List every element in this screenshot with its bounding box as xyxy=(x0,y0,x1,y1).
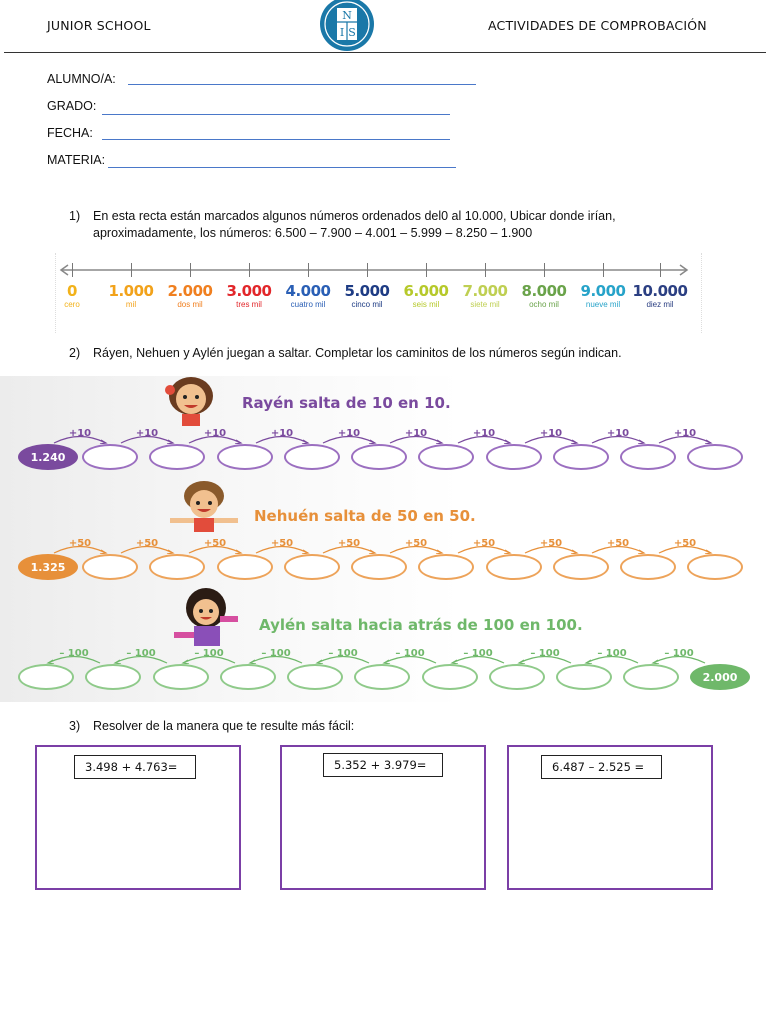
jump-answer-oval[interactable] xyxy=(687,444,743,470)
jump-arc xyxy=(454,542,514,554)
jump-step-label: +10 xyxy=(673,428,697,439)
jump-answer-oval[interactable] xyxy=(687,554,743,580)
jump-answer-oval[interactable] xyxy=(489,664,545,690)
number-line-word: siete mil xyxy=(470,300,500,309)
jump-answer-oval[interactable] xyxy=(82,444,138,470)
number-line-word: seis mil xyxy=(412,300,440,309)
jump-arc xyxy=(185,542,245,554)
jump-answer-oval[interactable] xyxy=(284,554,340,580)
exercise-expression-1: 3.498 + 4.763= xyxy=(74,755,196,779)
jump-arc xyxy=(111,652,171,664)
jump-step-label: +10 xyxy=(68,428,92,439)
jump-arc xyxy=(386,432,446,444)
jump-step-label: +50 xyxy=(539,538,563,549)
fecha-input-line[interactable] xyxy=(102,139,450,140)
jump-step-label: +50 xyxy=(337,538,361,549)
school-name: JUNIOR SCHOOL xyxy=(47,18,151,33)
field-label-materia: MATERIA: xyxy=(47,153,106,167)
jump-arc xyxy=(521,432,581,444)
jump-arc xyxy=(655,542,715,554)
jump-row-title: Nehuén salta de 50 en 50. xyxy=(254,507,476,525)
jump-step-label: +50 xyxy=(270,538,294,549)
jump-step-label: – 100 xyxy=(597,648,627,659)
jump-answer-oval[interactable] xyxy=(556,664,612,690)
number-line-word: diez mil xyxy=(646,300,674,309)
jump-step-label: +10 xyxy=(203,428,227,439)
number-line-tick xyxy=(190,263,191,277)
rayen-character-illustration xyxy=(158,376,224,431)
jump-step-label: +50 xyxy=(606,538,630,549)
jump-arc xyxy=(655,432,715,444)
jump-row-start-number: 2.000 xyxy=(690,664,750,690)
jump-row-start-number: 1.240 xyxy=(18,444,78,470)
jump-answer-oval[interactable] xyxy=(82,554,138,580)
number-line-tick xyxy=(249,263,250,277)
jump-arc xyxy=(588,432,648,444)
aylen-character-illustration xyxy=(166,586,250,655)
jump-arc xyxy=(448,652,508,664)
number-line-value: 3.000 xyxy=(226,282,272,300)
field-label-fecha: FECHA: xyxy=(47,126,93,140)
jump-step-label: – 100 xyxy=(126,648,156,659)
school-logo xyxy=(318,0,376,52)
activity-title: ACTIVIDADES DE COMPROBACIÓN xyxy=(488,18,707,33)
jump-answer-oval[interactable] xyxy=(422,664,478,690)
number-line-tick xyxy=(660,263,661,277)
logo-letter-s: S xyxy=(348,26,356,39)
jump-arc xyxy=(380,652,440,664)
jump-answer-oval[interactable] xyxy=(149,444,205,470)
jump-answer-oval[interactable] xyxy=(623,664,679,690)
jump-arc xyxy=(319,432,379,444)
jump-answer-oval[interactable] xyxy=(153,664,209,690)
jump-arc xyxy=(50,432,110,444)
jump-step-label: +10 xyxy=(270,428,294,439)
grado-input-line[interactable] xyxy=(102,114,450,115)
number-line-value: 8.000 xyxy=(521,282,567,300)
question-3-number: 3) xyxy=(69,719,81,733)
question-1-line-1: En esta recta están marcados algunos números ordenados del0 al 10.000, Ubicar donde irían, xyxy=(93,209,616,223)
jump-step-label: – 100 xyxy=(664,648,694,659)
number-line-tick xyxy=(485,263,486,277)
jump-arc xyxy=(313,652,373,664)
number-line-value: 6.000 xyxy=(403,282,449,300)
number-line-value: 2.000 xyxy=(167,282,213,300)
number-line-word: cinco mil xyxy=(351,300,383,309)
jump-arc xyxy=(319,542,379,554)
number-line-tick xyxy=(367,263,368,277)
number-line-axis xyxy=(58,262,690,278)
jump-answer-oval[interactable] xyxy=(620,444,676,470)
question-2-number: 2) xyxy=(69,346,81,360)
jump-answer-oval[interactable] xyxy=(217,444,273,470)
number-line-word: ocho mil xyxy=(529,300,559,309)
jump-step-label: – 100 xyxy=(328,648,358,659)
jump-answer-oval[interactable] xyxy=(85,664,141,690)
question-1-number: 1) xyxy=(69,209,81,223)
jump-arc xyxy=(515,652,575,664)
jump-answer-oval[interactable] xyxy=(486,444,542,470)
jump-step-label: +10 xyxy=(606,428,630,439)
jump-arc xyxy=(252,542,312,554)
number-line-value: 1.000 xyxy=(108,282,154,300)
question-2-text: Ráyen, Nehuen y Aylén juegan a saltar. Completar los caminitos de los números según indican. xyxy=(93,346,622,360)
number-line-word: tres mil xyxy=(236,300,262,309)
number-line-value: 4.000 xyxy=(285,282,331,300)
logo-letter-n: N xyxy=(342,9,352,22)
number-line-word: cuatro mil xyxy=(290,300,326,309)
jump-arc xyxy=(117,542,177,554)
number-line-word: dos mil xyxy=(177,300,203,309)
jump-step-label: – 100 xyxy=(261,648,291,659)
jump-arc xyxy=(117,432,177,444)
jump-row-start-number: 1.325 xyxy=(18,554,78,580)
jump-answer-oval[interactable] xyxy=(354,664,410,690)
number-line-value: 0 xyxy=(67,282,77,300)
jump-step-label: +10 xyxy=(337,428,361,439)
jump-arc xyxy=(386,542,446,554)
jump-arc xyxy=(521,542,581,554)
jump-row-title: Aylén salta hacia atrás de 100 en 100. xyxy=(259,616,583,634)
jump-step-label: +10 xyxy=(539,428,563,439)
number-line-word: nueve mil xyxy=(585,300,621,309)
number-line-value: 9.000 xyxy=(580,282,626,300)
jump-step-label: – 100 xyxy=(194,648,224,659)
jump-step-label: +50 xyxy=(472,538,496,549)
jump-arc xyxy=(44,652,104,664)
jump-arc xyxy=(588,542,648,554)
jump-answer-oval[interactable] xyxy=(486,554,542,580)
jump-step-label: – 100 xyxy=(395,648,425,659)
jump-arc xyxy=(246,652,306,664)
jump-answer-oval[interactable] xyxy=(220,664,276,690)
jump-answer-oval[interactable] xyxy=(351,444,407,470)
number-line-tick xyxy=(426,263,427,277)
header-rule xyxy=(4,52,766,53)
jump-step-label: – 100 xyxy=(59,648,89,659)
number-line-value: 10.000 xyxy=(632,282,688,300)
number-line-word: mil xyxy=(125,300,137,309)
number-line-value: 5.000 xyxy=(344,282,390,300)
field-label-alumno: ALUMNO/A: xyxy=(47,72,116,86)
jump-arc xyxy=(649,652,709,664)
alumno-input-line[interactable] xyxy=(128,84,476,85)
jump-step-label: +50 xyxy=(135,538,159,549)
jump-answer-oval[interactable] xyxy=(553,444,609,470)
jump-step-label: – 100 xyxy=(463,648,493,659)
jump-answer-oval[interactable] xyxy=(553,554,609,580)
jump-answer-oval[interactable] xyxy=(287,664,343,690)
jump-row-title: Rayén salta de 10 en 10. xyxy=(242,394,451,412)
jump-step-label: – 100 xyxy=(530,648,560,659)
jump-arc xyxy=(454,432,514,444)
question-3 xyxy=(69,718,709,736)
nehuen-character-illustration xyxy=(166,478,242,539)
number-line-value: 7.000 xyxy=(462,282,508,300)
question-2 xyxy=(69,345,709,363)
exercise-expression-3: 6.487 – 2.525 = xyxy=(541,755,662,779)
jump-step-label: +50 xyxy=(203,538,227,549)
jump-step-label: +10 xyxy=(135,428,159,439)
question-3-text: Resolver de la manera que te resulte más fácil: xyxy=(93,719,355,733)
jump-step-label: +50 xyxy=(673,538,697,549)
number-line-tick xyxy=(603,263,604,277)
number-line-word: cero xyxy=(64,300,80,309)
jump-step-label: +50 xyxy=(404,538,428,549)
jump-arc xyxy=(582,652,642,664)
jump-step-label: +10 xyxy=(404,428,428,439)
exercise-expression-2: 5.352 + 3.979= xyxy=(323,753,443,777)
materia-input-line[interactable] xyxy=(108,167,456,168)
field-label-grado: GRADO: xyxy=(47,99,97,113)
jump-answer-oval[interactable] xyxy=(18,664,74,690)
jump-answer-oval[interactable] xyxy=(284,444,340,470)
number-line-tick xyxy=(72,263,73,277)
number-line-tick xyxy=(308,263,309,277)
question-1-line-2: aproximadamente, los números: 6.500 – 7.900 – 4.001 – 5.999 – 8.250 – 1.900 xyxy=(93,226,533,240)
question-1 xyxy=(69,208,689,244)
logo-letter-i: I xyxy=(339,26,345,39)
jump-answer-oval[interactable] xyxy=(620,554,676,580)
jump-answer-oval[interactable] xyxy=(149,554,205,580)
jump-arc xyxy=(50,542,110,554)
jump-step-label: +10 xyxy=(472,428,496,439)
jump-arc xyxy=(252,432,312,444)
jump-arc xyxy=(179,652,239,664)
number-line-tick xyxy=(544,263,545,277)
jump-answer-oval[interactable] xyxy=(351,554,407,580)
jump-step-label: +50 xyxy=(68,538,92,549)
number-line-tick xyxy=(131,263,132,277)
jump-answer-oval[interactable] xyxy=(217,554,273,580)
jump-arc xyxy=(185,432,245,444)
jump-answer-oval[interactable] xyxy=(418,444,474,470)
jump-answer-oval[interactable] xyxy=(418,554,474,580)
